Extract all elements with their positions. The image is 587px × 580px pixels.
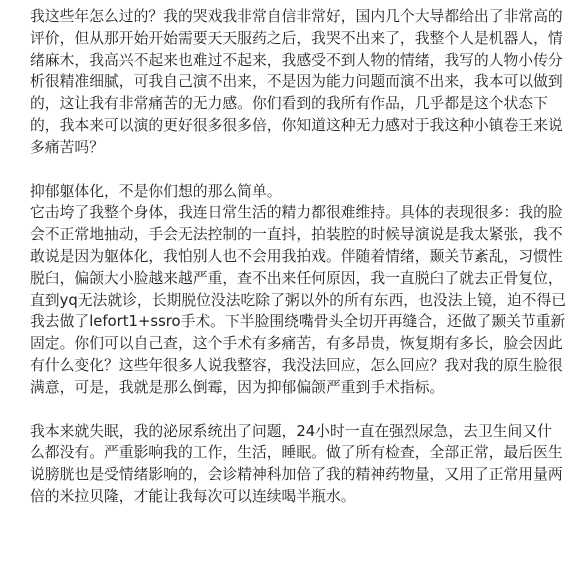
text-line: 我这些年怎么过的？我的哭戏我非常自信非常好，国内几个大导都给出了非常高的 xyxy=(30,8,563,25)
text-line: 的，这让我有非常痛苦的无力感。你们看到的我所有作品，几乎都是这个状态下 xyxy=(30,95,548,113)
text-line: 倍的米拉贝隆，才能让我每次可以连续喝半瓶水。 xyxy=(30,487,356,505)
text-line: 它击垮了我整个身体，我连日常生活的精力都很难维持。具体的表现很多：我的脸 xyxy=(30,204,563,222)
paragraph-1 xyxy=(30,6,575,159)
text-line: 满意，可是，我就是那么倒霉，因为抑郁偏颌严重到手术指标。 xyxy=(30,378,445,396)
text-line: 直到yq无法就诊，长期脱位没法吃除了粥以外的所有东西，也没法上镜，迫不得已 xyxy=(30,291,567,309)
text-line: 会不正常地抽动，手会无法控制的一直抖，拍装腔的时候导演说是我太紧张，我不 xyxy=(30,226,563,244)
text-line: 敢说是因为躯体化，我怕别人也不会用我拍戏。伴随着情绪，颞关节紊乱，习惯性 xyxy=(30,247,563,265)
text-line: 固定。你们可以自己查，这个手术有多痛苦，有多昂贵，恢复期有多长，脸会因此 xyxy=(30,335,563,353)
text-line: 析很精准细腻，可我自己演不出来，不是因为能力问题而演不出来，我本可以做到 xyxy=(30,73,563,91)
text-line: 有什么变化？这些年很多人说我整容，我没法回应，怎么回应？我对我的原生脸很 xyxy=(30,356,563,374)
text-line: 抑郁躯体化，不是你们想的那么简单。 xyxy=(30,182,282,200)
paragraph-3 xyxy=(30,421,575,508)
text-line: 评价，但从那开始开始需要天天服药之后，我哭不出来了，我整个人是机器人，情 xyxy=(30,29,563,47)
text-line: 我去做了lefort1+ssro手术。下半脸围绕嘴骨头全切开再缝合，还做了颞关节重新 xyxy=(30,313,566,331)
text-line: 多痛苦吗？ xyxy=(30,138,104,156)
paragraph-2 xyxy=(30,181,575,399)
text-line: 说膀胱也是受情绪影响的，会诊精神科加倍了我的精神药物量，又用了正常用量两 xyxy=(30,466,563,484)
text-line: 脱臼，偏颌大小脸越来越严重，查不出来任何原因，我一直脱臼了就去正骨复位， xyxy=(30,269,563,287)
text-line: 的，我本来可以演的更好很多很多倍，你知道这种无力感对于我这种小镇卷王来说 xyxy=(30,116,563,134)
text-line: 绪麻木，我高兴不起来也难过不起来，我感受不到人物的情绪，我写的人物小传分 xyxy=(30,51,563,69)
text-line: 么都没有。严重影响我的工作，生活，睡眠。做了所有检查，全部正常，最后医生 xyxy=(30,444,563,462)
text-line: 我本来就失眠，我的泌尿系统出了问题，24小时一直在强烈尿急，去卫生间又什 xyxy=(30,422,552,440)
